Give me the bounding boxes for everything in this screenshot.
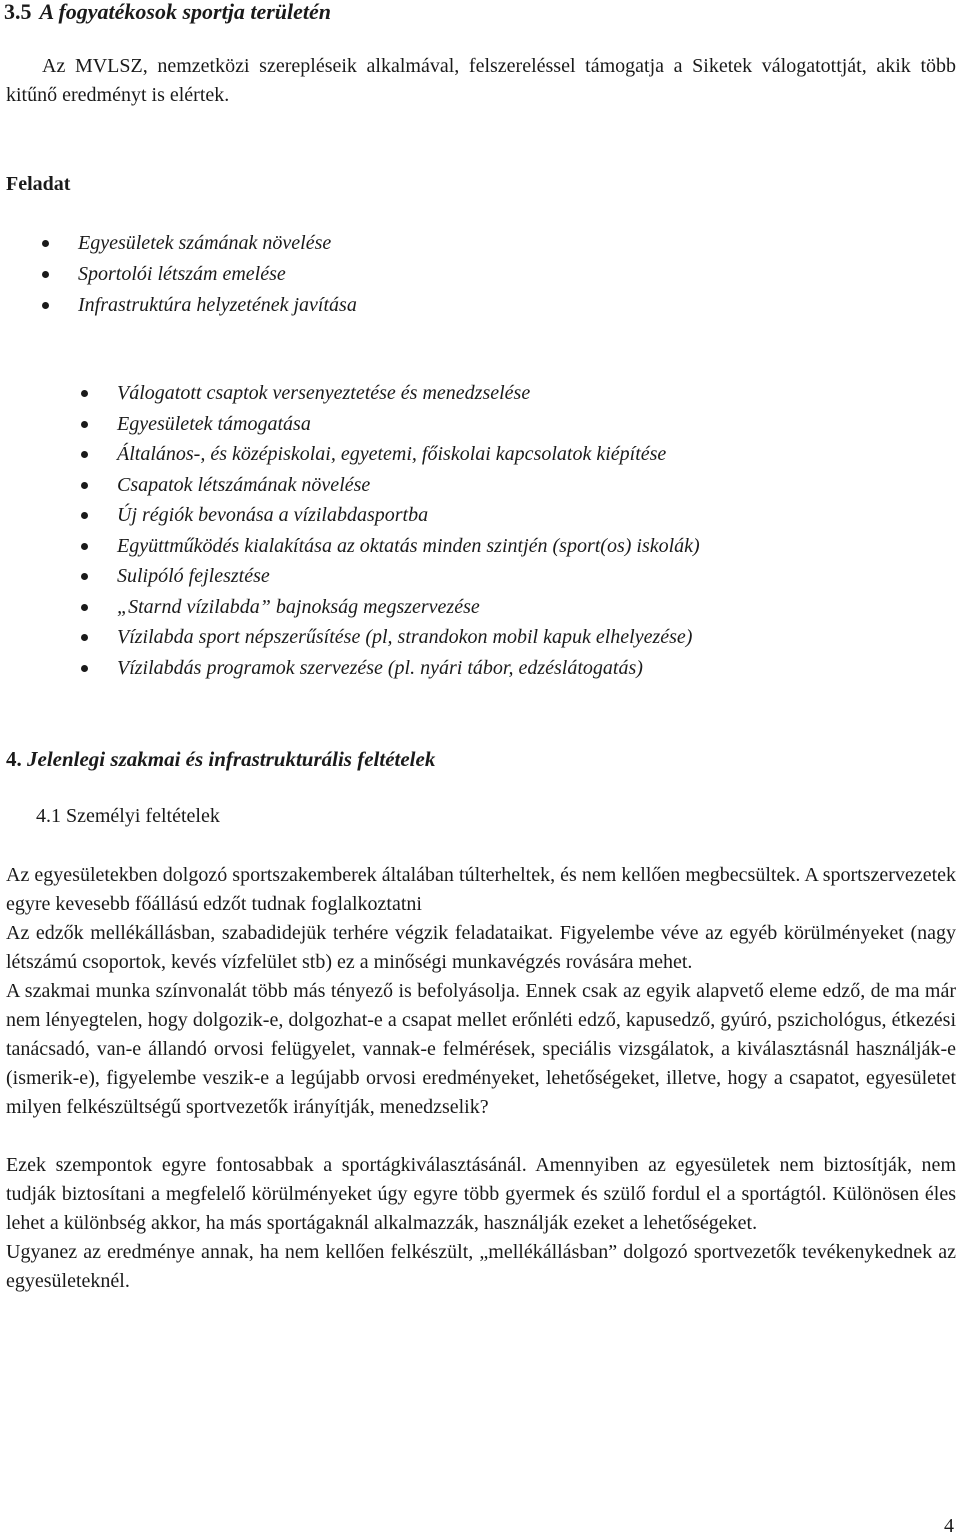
list-item-text: Sportolói létszám emelése xyxy=(78,263,286,285)
list-item xyxy=(0,290,357,321)
section-heading-4-1: 4.1 Személyi feltételek xyxy=(36,805,220,827)
list-item xyxy=(0,409,700,440)
bullet-icon xyxy=(81,451,88,458)
list-item-text: Új régiók bevonása a vízilabdasportba xyxy=(117,504,429,526)
task-list xyxy=(0,228,357,321)
list-item xyxy=(0,500,700,531)
page-number: 4 xyxy=(944,1515,954,1537)
bullet-icon xyxy=(42,302,49,309)
bullet-icon xyxy=(42,271,49,278)
list-item xyxy=(0,439,700,470)
list-item xyxy=(0,653,700,684)
list-item xyxy=(0,259,357,290)
intro-paragraph: Az MVLSZ, nemzetközi szerepléseik alkalmával, felszereléssel támogatja a Siketek válogatottját, akik több kitűnő eredményt is elértek. xyxy=(6,55,956,106)
list-item xyxy=(0,228,357,259)
paragraph: Az edzők mellékállásban, szabadidejük terhére végzik feladataikat. Figyelembe véve az egyéb körülményeket (nagy létszámú csoportok, kevés vízfelület stb) ez a minőségi munkavégzés rovására mehet. xyxy=(6,922,956,973)
body-text xyxy=(6,861,956,1296)
list-item-text: Együttműködés kialakítása az oktatás minden szintjén (sport(os) iskolák) xyxy=(117,534,700,557)
section-heading-4 xyxy=(6,744,435,774)
bullet-icon xyxy=(81,512,88,519)
paragraph: Az egyesületekben dolgozó sportszakemberek általában túlterheltek, és nem kellően megbecsültek. A sportszervezetek egyre kevesebb főállású edzőt tudnak foglalkoztatni xyxy=(6,864,956,915)
list-item xyxy=(0,470,700,501)
bullet-icon xyxy=(81,482,88,489)
list-item-text: Egyesületek támogatása xyxy=(117,412,311,435)
section-heading-3-5 xyxy=(4,0,331,26)
paragraph: Ugyanez az eredménye annak, ha nem kellően felkészült, „mellékállásban” dolgozó sportvezetők tevékenykednek az egyesületeknél. xyxy=(6,1241,956,1292)
section-title: A fogyatékosok sportja területén xyxy=(39,0,331,24)
list-item-text: Egyesületek számának növelése xyxy=(78,232,332,254)
list-item xyxy=(0,561,700,592)
bullet-icon xyxy=(81,390,88,397)
bullet-icon xyxy=(81,543,88,550)
bullet-icon xyxy=(81,634,88,641)
paragraph: Ezek szempontok egyre fontosabbak a sportágkiválasztásánál. Amennyiben az egyesületek nem biztosítják, nem tudják biztosítani a megfelelő körülményeket úgy egyre több gyermek és szülő fordul el a sportágtól. Különösen éles lehet a különbség akkor, ha más sportágaknál alkalmazzák, használják ezeket a lehetőségeket. xyxy=(6,1154,956,1234)
list-item xyxy=(0,592,700,623)
list-item-text: „Starnd vízilabda” bajnokság megszervezése xyxy=(117,595,480,618)
paragraph: A szakmai munka színvonalát több más tényező is befolyásolja. Ennek csak az egyik alapvető eleme edző, de ma már nem lényegtelen, hogy dolgozik-e, dolgozhat-e a csapat mellet erőnléti edző, kapusedző, gyúró, pszichológus, étkezési tanácsadó, van-e állandó orvosi felügyelet, vannak-e felmérések, speciális vizsgálatok, a kiválasztásnál használják-e (ismerik-e), figyelembe veszik-e a legújabb orvosi eredményeket, lehetőségeket, illetve, hogy a csapatot, egyesületet milyen felkészültségű sportvezetők irányítják, menedzselik? xyxy=(6,980,956,1118)
list-item-text: Válogatott csaptok versenyeztetése és menedzselése xyxy=(117,382,531,404)
section-title: Jelenlegi szakmai és infrastrukturális feltételek xyxy=(27,747,436,771)
feladat-label: Feladat xyxy=(6,173,71,195)
bullet-icon xyxy=(81,573,88,580)
list-item-text: Sulipóló fejlesztése xyxy=(117,565,270,587)
list-item-text: Általános-, és középiskolai, egyetemi, főiskolai kapcsolatok kiépítése xyxy=(117,443,667,465)
bullet-icon xyxy=(81,604,88,611)
bullet-icon xyxy=(81,421,88,428)
list-item-text: Vízilabdás programok szervezése (pl. nyári tábor, edzéslátogatás) xyxy=(117,656,643,679)
subtask-list xyxy=(0,378,700,683)
list-item-text: Infrastruktúra helyzetének javítása xyxy=(78,294,357,316)
bullet-icon xyxy=(42,240,49,247)
list-item xyxy=(0,622,700,653)
list-item-text: Vízilabda sport népszerűsítése (pl, strandokon mobil kapuk elhelyezése) xyxy=(117,626,693,648)
list-item-text: Csapatok létszámának növelése xyxy=(117,473,371,496)
bullet-icon xyxy=(81,665,88,672)
section-number: 3.5 xyxy=(4,0,32,24)
section-number: 4. xyxy=(6,747,22,771)
list-item xyxy=(0,531,700,562)
list-item xyxy=(0,378,700,409)
